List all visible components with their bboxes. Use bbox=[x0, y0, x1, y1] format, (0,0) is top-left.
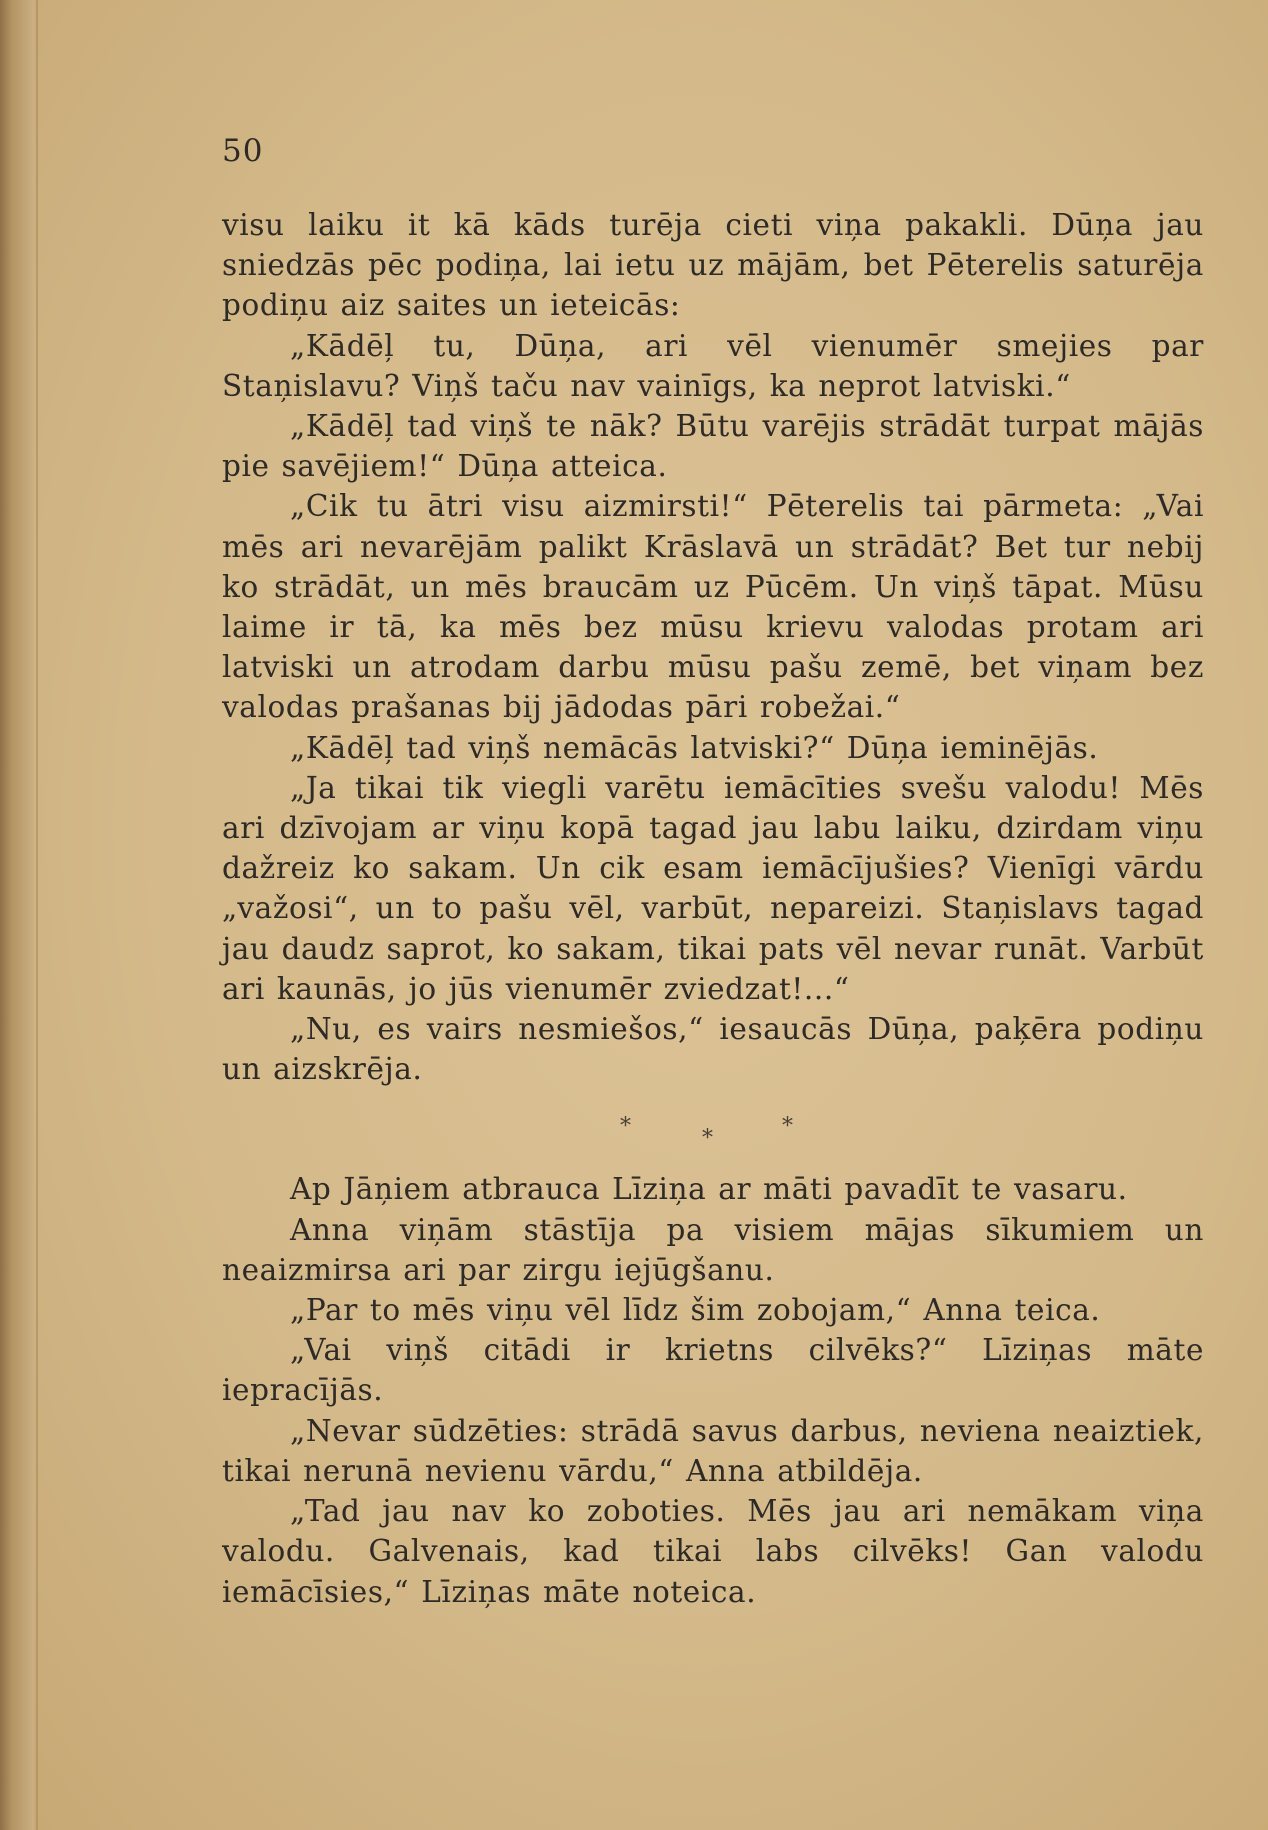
paragraph: „Tad jau nav ko zoboties. Mēs jau ari nemākam viņa valodu. Galvenais, kad tikai labs cilvēks! Gan valodu iemācīsies,“ Līziņas māte noteica. bbox=[222, 1494, 1204, 1609]
paragraph: „Kādēļ tad viņš nemācās latviski?“ Dūņa ieminējās. bbox=[290, 730, 1099, 765]
paragraph: Ap Jāņiem atbrauca Līziņa ar māti pavadīt te vasaru. bbox=[290, 1172, 1128, 1207]
paragraph: Anna viņām stāstīja pa visiem mājas sīkumiem un neaizmirsa ari par zirgu iejūgšanu. bbox=[222, 1212, 1204, 1287]
paragraph: „Par to mēs viņu vēl līdz šim zobojam,“ Anna teica. bbox=[290, 1293, 1101, 1328]
body-text-part1 bbox=[222, 205, 1204, 1612]
separator-asterisk: * bbox=[702, 1126, 714, 1152]
page-number: 50 bbox=[222, 133, 264, 169]
paragraph: „Cik tu ātri visu aizmirsti!“ Pēterelis tai pārmeta: „Vai mēs ari nevarējām palikt Krāslavā un strādāt? Bet tur nebij ko strādāt, un mēs braucām uz Pūcēm. Un viņš tāpat. Mūsu laime ir tā, ka mēs bez mūsu krievu valodas protam ari latviski un atrodam darbu mūsu pašu zemē, bet viņam bez valodas prašanas bij jādodas pāri robežai.“ bbox=[222, 489, 1204, 725]
paragraph: „Nevar sūdzēties: strādā savus darbus, neviena neaiztiek, tikai nerunā nevienu vārdu,“ Anna atbildēja. bbox=[222, 1413, 1204, 1488]
paragraph: „Vai viņš citādi ir krietns cilvēks?“ Līziņas māte iepraсījās. bbox=[222, 1333, 1204, 1408]
separator-asterisk: * bbox=[782, 1114, 794, 1140]
page-gutter bbox=[0, 0, 34, 1830]
section-separator bbox=[222, 1089, 1204, 1169]
paragraph: „Nu, es vairs nesmiešos,“ iesaucās Dūņa, paķēra podiņu un aizskrēja. bbox=[222, 1012, 1204, 1087]
paragraph: „Kādēļ tad viņš te nāk? Būtu varējis strādāt turpat mājās pie savējiem!“ Dūņa atteica. bbox=[222, 409, 1204, 484]
separator-asterisk: * bbox=[620, 1114, 632, 1140]
paragraph: visu laiku it kā kāds turēja cieti viņa pakakli. Dūņa jau sniedzās pēc podiņa, lai ietu uz mājām, bet Pēterelis saturēja podiņu aiz saites un ieteicās: bbox=[222, 208, 1204, 323]
gutter-crease bbox=[36, 0, 38, 1830]
paragraph: „Ja tikai tik viegli varētu iemācīties svešu valodu! Mēs ari dzīvojam ar viņu kopā tagad jau labu laiku, dzirdam viņu dažreiz ko sakam. Un cik esam iemācījušies? Vienīgi vārdu „važosi“, un to pašu vēl, varbūt, nepareizi. Staņislavs tagad jau daudz saprot, ko sakam, tikai pats vēl nevar runāt. Varbūt ari kaunās, jo jūs vienumēr zviedzat!...“ bbox=[222, 770, 1204, 1006]
paragraph: „Kādēļ tu, Dūņa, ari vēl vienumēr smejies par Staņislavu? Viņš taču nav vainīgs, ka neprot latviski.“ bbox=[222, 328, 1204, 403]
